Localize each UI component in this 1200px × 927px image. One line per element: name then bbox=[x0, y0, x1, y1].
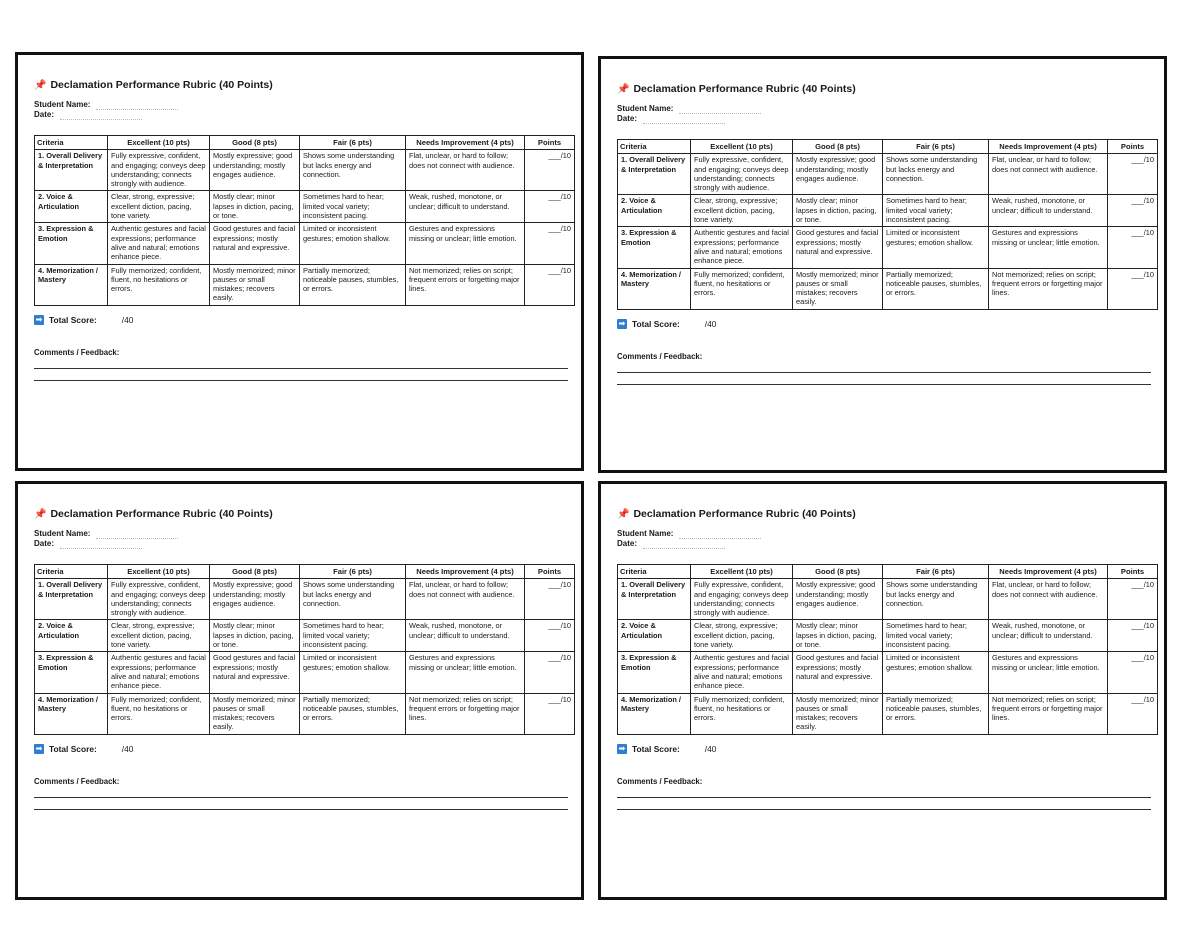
excellent-cell: Clear, strong, expressive; excellent diction, pacing, tone variety. bbox=[691, 195, 793, 227]
student-name-label: Student Name: bbox=[617, 529, 674, 538]
needs-improvement-cell: Flat, unclear, or hard to follow; does not connect with audience. bbox=[406, 579, 525, 620]
excellent-cell: Authentic gestures and facial expressions; performance alive and natural; emotions enhance piece. bbox=[108, 223, 210, 264]
comment-line[interactable] bbox=[34, 786, 568, 798]
total-score-value[interactable]: /40 bbox=[121, 743, 134, 754]
rubric-title-text: Declamation Performance Rubric (40 Points) bbox=[50, 508, 273, 520]
criteria-cell: 1. Overall Delivery & Interpretation bbox=[35, 579, 108, 620]
date-label: Date: bbox=[617, 114, 638, 123]
rubric-title-text: Declamation Performance Rubric (40 Points) bbox=[50, 79, 273, 91]
comment-line[interactable] bbox=[617, 373, 1151, 385]
fair-cell: Limited or inconsistent gestures; emotion shallow. bbox=[883, 652, 989, 693]
total-score-value[interactable]: /40 bbox=[704, 743, 717, 754]
needs-improvement-cell: Gestures and expressions missing or unclear; little emotion. bbox=[406, 652, 525, 693]
rubric-table bbox=[617, 139, 1158, 310]
rubric-header-row bbox=[618, 565, 1158, 579]
good-cell: Mostly clear; minor lapses in diction, pacing, or tone. bbox=[210, 620, 300, 652]
rubric-card-bottom-right bbox=[598, 481, 1167, 900]
student-name-line bbox=[617, 529, 1152, 539]
header-points: Points bbox=[525, 136, 575, 150]
table-row bbox=[35, 620, 575, 652]
points-cell[interactable]: ___/10 bbox=[1108, 693, 1158, 734]
points-cell[interactable]: ___/10 bbox=[1108, 620, 1158, 652]
table-row bbox=[35, 264, 575, 305]
points-cell[interactable]: ___/10 bbox=[1108, 195, 1158, 227]
points-cell[interactable]: ___/10 bbox=[525, 652, 575, 693]
table-row bbox=[618, 227, 1158, 268]
good-cell: Mostly memorized; minor pauses or small mistakes; recovers easily. bbox=[210, 693, 300, 734]
student-name-line bbox=[34, 100, 569, 110]
excellent-cell: Fully memorized; confident, fluent, no hesitations or errors. bbox=[691, 693, 793, 734]
rubric-card-top-left bbox=[15, 52, 584, 471]
header-criteria: Criteria bbox=[618, 565, 691, 579]
points-cell[interactable]: ___/10 bbox=[525, 264, 575, 305]
excellent-cell: Fully expressive, confident, and engaging; conveys deep understanding; connects strongly with audience. bbox=[691, 154, 793, 195]
excellent-cell: Fully memorized; confident, fluent, no hesitations or errors. bbox=[691, 268, 793, 309]
rubric-header-row bbox=[35, 565, 575, 579]
header-points: Points bbox=[1108, 140, 1158, 154]
comment-line[interactable] bbox=[617, 798, 1151, 810]
comment-line[interactable] bbox=[34, 369, 568, 381]
header-criteria: Criteria bbox=[35, 565, 108, 579]
excellent-cell: Clear, strong, expressive; excellent diction, pacing, tone variety. bbox=[108, 620, 210, 652]
good-cell: Mostly clear; minor lapses in diction, pacing, or tone. bbox=[793, 620, 883, 652]
good-cell: Mostly expressive; good understanding; mostly engages audience. bbox=[793, 579, 883, 620]
comments-label: Comments / Feedback: bbox=[34, 776, 120, 786]
criteria-cell: 3. Expression & Emotion bbox=[35, 223, 108, 264]
fair-cell: Partially memorized; noticeable pauses, stumbles, or errors. bbox=[883, 268, 989, 309]
fair-cell: Partially memorized; noticeable pauses, stumbles, or errors. bbox=[883, 693, 989, 734]
date-field[interactable] bbox=[60, 540, 142, 549]
needs-improvement-cell: Flat, unclear, or hard to follow; does not connect with audience. bbox=[406, 150, 525, 191]
date-line bbox=[617, 114, 1152, 124]
student-name-label: Student Name: bbox=[34, 100, 91, 109]
rubric-card-top-right bbox=[598, 56, 1167, 473]
needs-improvement-cell: Not memorized; relies on script; frequent errors or forgetting major lines. bbox=[989, 693, 1108, 734]
student-name-field[interactable] bbox=[679, 530, 761, 539]
criteria-cell: 4. Memorization / Mastery bbox=[35, 693, 108, 734]
comments-section bbox=[617, 352, 1152, 385]
rubric-title bbox=[34, 508, 569, 520]
date-label: Date: bbox=[34, 110, 55, 119]
criteria-cell: 1. Overall Delivery & Interpretation bbox=[35, 150, 108, 191]
fair-cell: Partially memorized; noticeable pauses, stumbles, or errors. bbox=[300, 693, 406, 734]
comment-line[interactable] bbox=[617, 786, 1151, 798]
good-cell: Good gestures and facial expressions; mostly natural and expressive. bbox=[793, 652, 883, 693]
total-score bbox=[617, 319, 1152, 329]
needs-improvement-cell: Gestures and expressions missing or unclear; little emotion. bbox=[406, 223, 525, 264]
excellent-cell: Authentic gestures and facial expressions; performance alive and natural; emotions enhance piece. bbox=[691, 227, 793, 268]
header-needs-improvement: Needs Improvement (4 pts) bbox=[406, 136, 525, 150]
total-score-label: Total Score: bbox=[49, 743, 97, 754]
criteria-cell: 4. Memorization / Mastery bbox=[618, 268, 691, 309]
rubric-title bbox=[34, 79, 569, 91]
date-field[interactable] bbox=[643, 540, 725, 549]
fair-cell: Limited or inconsistent gestures; emotion shallow. bbox=[300, 652, 406, 693]
header-points: Points bbox=[525, 565, 575, 579]
table-row bbox=[35, 150, 575, 191]
excellent-cell: Clear, strong, expressive; excellent diction, pacing, tone variety. bbox=[691, 620, 793, 652]
fair-cell: Limited or inconsistent gestures; emotion shallow. bbox=[300, 223, 406, 264]
header-good: Good (8 pts) bbox=[210, 136, 300, 150]
good-cell: Mostly memorized; minor pauses or small mistakes; recovers easily. bbox=[793, 268, 883, 309]
table-row bbox=[618, 579, 1158, 620]
rubric-title bbox=[617, 83, 1152, 95]
points-cell[interactable]: ___/10 bbox=[525, 693, 575, 734]
criteria-cell: 4. Memorization / Mastery bbox=[35, 264, 108, 305]
total-score bbox=[617, 744, 1152, 754]
total-score bbox=[34, 315, 569, 325]
fair-cell: Limited or inconsistent gestures; emotion shallow. bbox=[883, 227, 989, 268]
criteria-cell: 2. Voice & Articulation bbox=[618, 195, 691, 227]
good-cell: Good gestures and facial expressions; mostly natural and expressive. bbox=[793, 227, 883, 268]
points-cell[interactable]: ___/10 bbox=[1108, 652, 1158, 693]
table-row bbox=[35, 579, 575, 620]
table-row bbox=[35, 652, 575, 693]
needs-improvement-cell: Gestures and expressions missing or unclear; little emotion. bbox=[989, 227, 1108, 268]
needs-improvement-cell: Not memorized; relies on script; frequent errors or forgetting major lines. bbox=[406, 264, 525, 305]
student-name-field[interactable] bbox=[96, 530, 178, 539]
fair-cell: Sometimes hard to hear; limited vocal variety; inconsistent pacing. bbox=[883, 620, 989, 652]
comments-section bbox=[34, 777, 569, 810]
total-score-label: Total Score: bbox=[632, 318, 680, 329]
points-cell[interactable]: ___/10 bbox=[525, 620, 575, 652]
table-row bbox=[35, 223, 575, 264]
needs-improvement-cell: Gestures and expressions missing or unclear; little emotion. bbox=[989, 652, 1108, 693]
table-row bbox=[618, 268, 1158, 309]
points-cell[interactable]: ___/10 bbox=[1108, 154, 1158, 195]
header-good: Good (8 pts) bbox=[793, 140, 883, 154]
date-field[interactable] bbox=[643, 115, 725, 124]
good-cell: Good gestures and facial expressions; mostly natural and expressive. bbox=[210, 223, 300, 264]
date-line bbox=[617, 539, 1152, 549]
arrow-right-icon: ➡ bbox=[618, 743, 626, 753]
points-cell[interactable]: ___/10 bbox=[1108, 268, 1158, 309]
criteria-cell: 2. Voice & Articulation bbox=[35, 620, 108, 652]
excellent-cell: Clear, strong, expressive; excellent diction, pacing, tone variety. bbox=[108, 191, 210, 223]
rubric-content bbox=[34, 79, 569, 381]
arrow-right-icon: ➡ bbox=[35, 743, 43, 753]
points-cell[interactable]: ___/10 bbox=[525, 579, 575, 620]
criteria-cell: 1. Overall Delivery & Interpretation bbox=[618, 154, 691, 195]
good-cell: Good gestures and facial expressions; mostly natural and expressive. bbox=[210, 652, 300, 693]
good-cell: Mostly expressive; good understanding; mostly engages audience. bbox=[793, 154, 883, 195]
header-fair: Fair (6 pts) bbox=[300, 136, 406, 150]
needs-improvement-cell: Weak, rushed, monotone, or unclear; difficult to understand. bbox=[989, 620, 1108, 652]
table-row bbox=[35, 191, 575, 223]
criteria-cell: 1. Overall Delivery & Interpretation bbox=[618, 579, 691, 620]
header-excellent: Excellent (10 pts) bbox=[108, 565, 210, 579]
fair-cell: Shows some understanding but lacks energy and connection. bbox=[300, 579, 406, 620]
fair-cell: Shows some understanding but lacks energy and connection. bbox=[300, 150, 406, 191]
needs-improvement-cell: Not memorized; relies on script; frequent errors or forgetting major lines. bbox=[406, 693, 525, 734]
rubric-content bbox=[34, 508, 569, 810]
pin-icon: 📌 bbox=[617, 508, 630, 520]
needs-improvement-cell: Weak, rushed, monotone, or unclear; difficult to understand. bbox=[406, 620, 525, 652]
comment-line[interactable] bbox=[34, 357, 568, 369]
rubric-content bbox=[617, 83, 1152, 385]
header-fair: Fair (6 pts) bbox=[300, 565, 406, 579]
table-row bbox=[618, 154, 1158, 195]
excellent-cell: Authentic gestures and facial expressions; performance alive and natural; emotions enhance piece. bbox=[108, 652, 210, 693]
rubric-title-text: Declamation Performance Rubric (40 Points) bbox=[633, 83, 856, 95]
total-score bbox=[34, 744, 569, 754]
needs-improvement-cell: Weak, rushed, monotone, or unclear; difficult to understand. bbox=[406, 191, 525, 223]
header-points: Points bbox=[1108, 565, 1158, 579]
total-score-value[interactable]: /40 bbox=[704, 318, 717, 329]
date-label: Date: bbox=[617, 539, 638, 548]
fair-cell: Sometimes hard to hear; limited vocal variety; inconsistent pacing. bbox=[300, 191, 406, 223]
student-name-line bbox=[34, 529, 569, 539]
rubric-content bbox=[617, 508, 1152, 810]
student-name-label: Student Name: bbox=[34, 529, 91, 538]
total-score-label: Total Score: bbox=[49, 314, 97, 325]
date-line bbox=[34, 539, 569, 549]
rubric-title bbox=[617, 508, 1152, 520]
table-row bbox=[618, 693, 1158, 734]
table-row bbox=[618, 195, 1158, 227]
criteria-cell: 3. Expression & Emotion bbox=[35, 652, 108, 693]
fair-cell: Sometimes hard to hear; limited vocal variety; inconsistent pacing. bbox=[300, 620, 406, 652]
fair-cell: Shows some understanding but lacks energy and connection. bbox=[883, 579, 989, 620]
excellent-cell: Fully expressive, confident, and engaging; conveys deep understanding; connects strongly with audience. bbox=[691, 579, 793, 620]
needs-improvement-cell: Not memorized; relies on script; frequent errors or forgetting major lines. bbox=[989, 268, 1108, 309]
criteria-cell: 3. Expression & Emotion bbox=[618, 227, 691, 268]
comments-label: Comments / Feedback: bbox=[617, 351, 703, 361]
excellent-cell: Fully memorized; confident, fluent, no hesitations or errors. bbox=[108, 264, 210, 305]
good-cell: Mostly clear; minor lapses in diction, pacing, or tone. bbox=[793, 195, 883, 227]
rubric-header-row bbox=[35, 136, 575, 150]
header-needs-improvement: Needs Improvement (4 pts) bbox=[406, 565, 525, 579]
points-cell[interactable]: ___/10 bbox=[1108, 227, 1158, 268]
header-excellent: Excellent (10 pts) bbox=[691, 140, 793, 154]
arrow-right-icon: ➡ bbox=[618, 318, 626, 328]
comment-line[interactable] bbox=[617, 361, 1151, 373]
table-row bbox=[618, 620, 1158, 652]
criteria-cell: 2. Voice & Articulation bbox=[35, 191, 108, 223]
rubric-title-text: Declamation Performance Rubric (40 Points) bbox=[633, 508, 856, 520]
comment-line[interactable] bbox=[34, 798, 568, 810]
excellent-cell: Fully expressive, confident, and engaging; conveys deep understanding; connects strongly with audience. bbox=[108, 579, 210, 620]
header-good: Good (8 pts) bbox=[210, 565, 300, 579]
needs-improvement-cell: Weak, rushed, monotone, or unclear; difficult to understand. bbox=[989, 195, 1108, 227]
total-score-value[interactable]: /40 bbox=[121, 314, 134, 325]
arrow-right-icon: ➡ bbox=[35, 314, 43, 324]
total-score-label: Total Score: bbox=[632, 743, 680, 754]
excellent-cell: Authentic gestures and facial expressions; performance alive and natural; emotions enhance piece. bbox=[691, 652, 793, 693]
student-name-line bbox=[617, 104, 1152, 114]
pin-icon: 📌 bbox=[34, 508, 47, 520]
header-fair: Fair (6 pts) bbox=[883, 140, 989, 154]
pin-icon: 📌 bbox=[617, 83, 630, 95]
student-name-field[interactable] bbox=[679, 105, 761, 114]
comments-section bbox=[34, 348, 569, 381]
good-cell: Mostly expressive; good understanding; mostly engages audience. bbox=[210, 579, 300, 620]
pin-icon: 📌 bbox=[34, 79, 47, 91]
table-row bbox=[35, 693, 575, 734]
header-good: Good (8 pts) bbox=[793, 565, 883, 579]
criteria-cell: 2. Voice & Articulation bbox=[618, 620, 691, 652]
rubric-card-bottom-left bbox=[15, 481, 584, 900]
good-cell: Mostly memorized; minor pauses or small mistakes; recovers easily. bbox=[793, 693, 883, 734]
good-cell: Mostly memorized; minor pauses or small mistakes; recovers easily. bbox=[210, 264, 300, 305]
student-name-field[interactable] bbox=[96, 101, 178, 110]
student-name-label: Student Name: bbox=[617, 104, 674, 113]
header-criteria: Criteria bbox=[618, 140, 691, 154]
rubric-header-row bbox=[618, 140, 1158, 154]
comments-label: Comments / Feedback: bbox=[617, 776, 703, 786]
needs-improvement-cell: Flat, unclear, or hard to follow; does not connect with audience. bbox=[989, 154, 1108, 195]
header-excellent: Excellent (10 pts) bbox=[691, 565, 793, 579]
points-cell[interactable]: ___/10 bbox=[1108, 579, 1158, 620]
fair-cell: Sometimes hard to hear; limited vocal variety; inconsistent pacing. bbox=[883, 195, 989, 227]
fair-cell: Shows some understanding but lacks energy and connection. bbox=[883, 154, 989, 195]
criteria-cell: 3. Expression & Emotion bbox=[618, 652, 691, 693]
rubric-table bbox=[34, 564, 575, 735]
good-cell: Mostly clear; minor lapses in diction, pacing, or tone. bbox=[210, 191, 300, 223]
header-excellent: Excellent (10 pts) bbox=[108, 136, 210, 150]
table-row bbox=[618, 652, 1158, 693]
criteria-cell: 4. Memorization / Mastery bbox=[618, 693, 691, 734]
header-criteria: Criteria bbox=[35, 136, 108, 150]
fair-cell: Partially memorized; noticeable pauses, stumbles, or errors. bbox=[300, 264, 406, 305]
rubric-table bbox=[617, 564, 1158, 735]
date-label: Date: bbox=[34, 539, 55, 548]
header-needs-improvement: Needs Improvement (4 pts) bbox=[989, 565, 1108, 579]
rubric-table bbox=[34, 135, 575, 306]
points-cell[interactable]: ___/10 bbox=[525, 150, 575, 191]
header-fair: Fair (6 pts) bbox=[883, 565, 989, 579]
comments-label: Comments / Feedback: bbox=[34, 347, 120, 357]
comments-section bbox=[617, 777, 1152, 810]
needs-improvement-cell: Flat, unclear, or hard to follow; does not connect with audience. bbox=[989, 579, 1108, 620]
date-field[interactable] bbox=[60, 111, 142, 120]
date-line bbox=[34, 110, 569, 120]
good-cell: Mostly expressive; good understanding; mostly engages audience. bbox=[210, 150, 300, 191]
excellent-cell: Fully expressive, confident, and engaging; conveys deep understanding; connects strongly with audience. bbox=[108, 150, 210, 191]
points-cell[interactable]: ___/10 bbox=[525, 191, 575, 223]
header-needs-improvement: Needs Improvement (4 pts) bbox=[989, 140, 1108, 154]
excellent-cell: Fully memorized; confident, fluent, no hesitations or errors. bbox=[108, 693, 210, 734]
points-cell[interactable]: ___/10 bbox=[525, 223, 575, 264]
